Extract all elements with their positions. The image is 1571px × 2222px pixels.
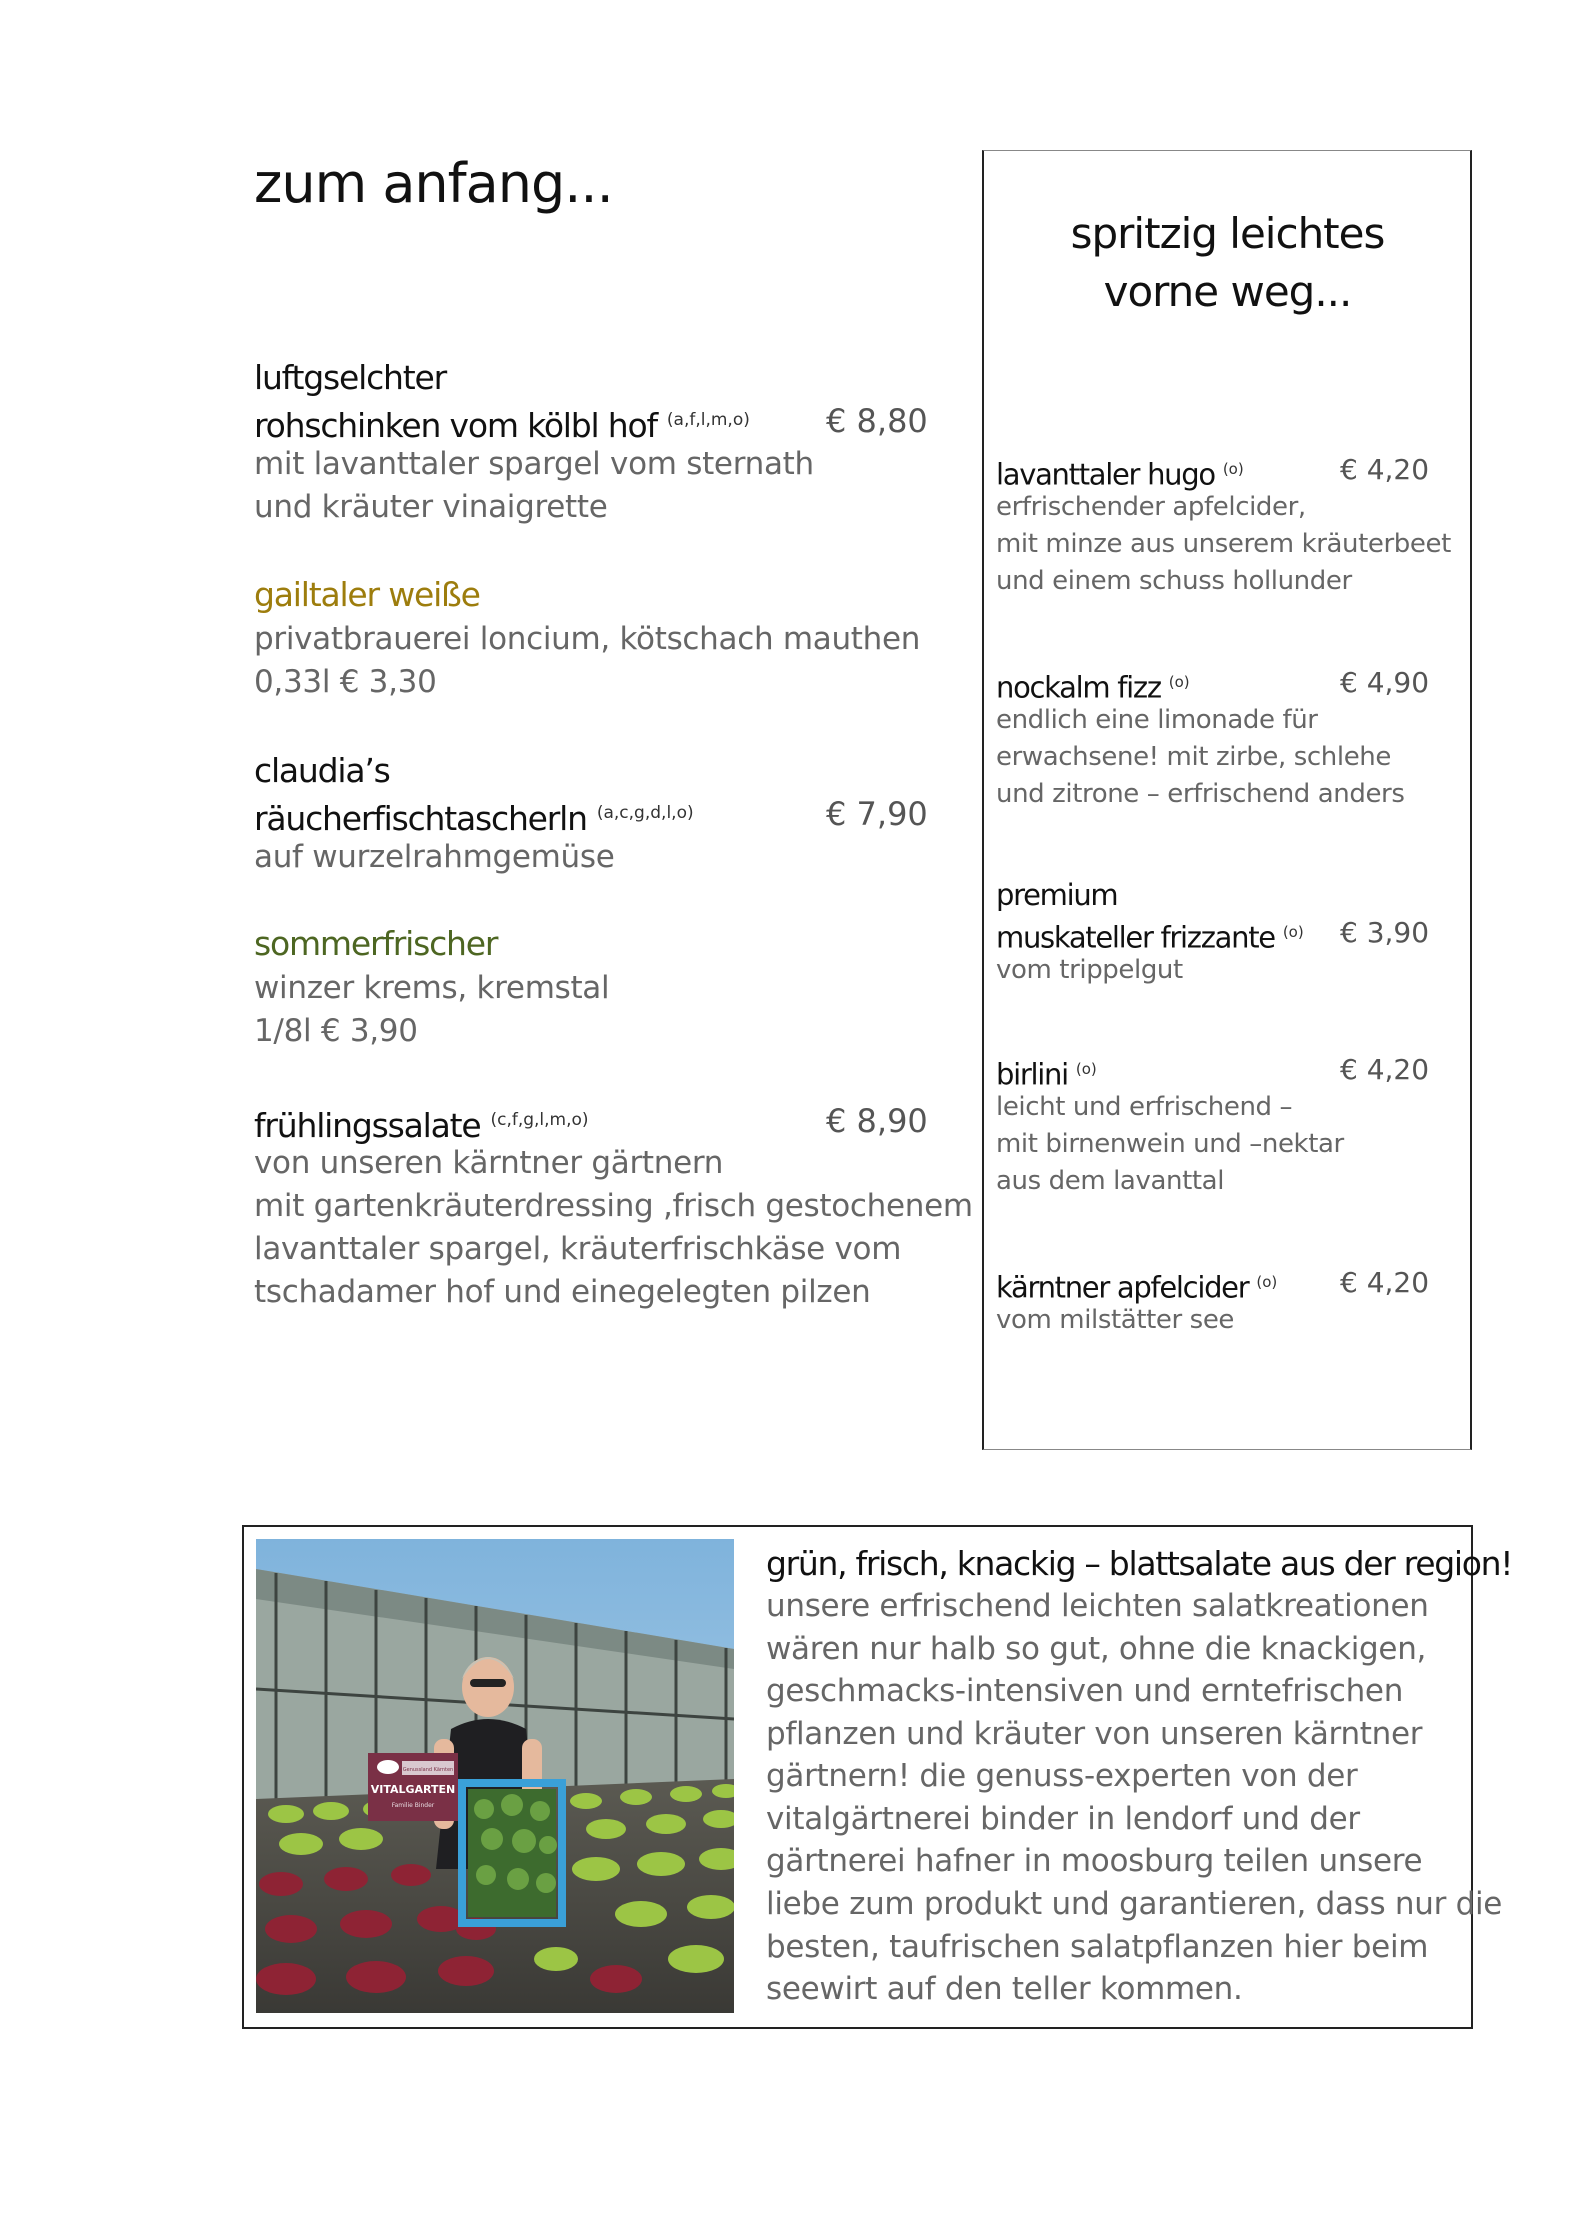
- feature-text-line: seewirt auf den teller kommen.: [766, 1971, 1243, 2007]
- feature-text-line: wären nur halb so gut, ohne die knackigen,: [766, 1631, 1427, 1667]
- dish-description: mit gartenkräuterdressing ,frisch gestochenem: [254, 1188, 973, 1224]
- drink-name: [996, 914, 1304, 957]
- dish-name-line: rohschinken vom kölbl hof: [254, 406, 657, 445]
- feature-text-line: liebe zum produkt und garantieren, dass nur die: [766, 1886, 1503, 1922]
- dish-price: € 8,90: [826, 1102, 928, 1140]
- dish-name-line: räucherfischtascherln: [254, 799, 587, 838]
- drinks-title-line: spritzig leichtes: [1070, 209, 1385, 258]
- dish-description: von unseren kärntner gärtnern: [254, 1145, 724, 1181]
- drink-description: vom milstätter see: [996, 1305, 1235, 1335]
- allergen-codes: (a,f,l,m,o): [666, 410, 750, 430]
- dish-name: [254, 1099, 589, 1147]
- drink-description: vom trippelgut: [996, 955, 1183, 985]
- drink-price: € 4,20: [1340, 1266, 1430, 1299]
- allergen-codes: (o): [1075, 1060, 1097, 1078]
- dish-name-line: luftgselchter: [254, 358, 446, 397]
- drink-description: mit birnenwein und –nektar: [996, 1129, 1344, 1159]
- drink-description: endlich eine limonade für: [996, 705, 1318, 735]
- drink-name: [996, 1051, 1097, 1094]
- drink-name-line: nockalm fizz: [996, 670, 1161, 705]
- feature-text-line: unsere erfrischend leichten salatkreationen: [766, 1588, 1429, 1624]
- dish-price: € 8,80: [826, 402, 928, 440]
- dish-description: mit lavanttaler spargel vom sternath: [254, 446, 814, 482]
- dish-name-line: sommerfrischer: [254, 924, 498, 963]
- sign-text: Genussland Kärnten: [402, 1767, 454, 1773]
- drinks-title-line: vorne weg...: [1103, 267, 1352, 316]
- dish-name-line: frühlingssalate: [254, 1106, 481, 1145]
- drink-name-line: kärntner apfelcider: [996, 1270, 1249, 1305]
- feature-text-line: pflanzen und kräuter von unseren kärntner: [766, 1716, 1423, 1752]
- drinks-title: [1000, 205, 1455, 321]
- drink-price: € 4,90: [1340, 666, 1430, 699]
- feature-title: grün, frisch, knackig – blattsalate aus der region!: [766, 1544, 1513, 1583]
- dish-description: auf wurzelrahmgemüse: [254, 839, 615, 875]
- dish-name-line: gailtaler weiße: [254, 575, 480, 614]
- drink-description: mit minze aus unserem kräuterbeet: [996, 529, 1451, 559]
- drink-price: € 4,20: [1340, 1053, 1430, 1086]
- feature-text-line: vitalgärtnerei binder in lendorf und der: [766, 1801, 1360, 1837]
- drink-name-line: birlini: [996, 1057, 1068, 1092]
- allergen-codes: (a,c,g,d,l,o): [596, 803, 694, 823]
- feature-text-line: besten, taufrischen salatpflanzen hier beim: [766, 1929, 1429, 1965]
- dish-description: 1/8l € 3,90: [254, 1013, 418, 1049]
- drink-description: und einem schuss hollunder: [996, 566, 1352, 596]
- allergen-codes: (c,f,g,l,m,o): [490, 1110, 589, 1130]
- drink-name-line: premium: [996, 878, 1118, 912]
- allergen-codes: (o): [1168, 673, 1190, 691]
- sign-text: VITALGARTEN: [370, 1783, 456, 1796]
- dish-name: [254, 399, 750, 447]
- sign-text: Familie Binder: [391, 1802, 435, 1809]
- allergen-codes: (o): [1256, 1273, 1278, 1291]
- feature-text-line: gärtnern! die genuss-experten von der: [766, 1758, 1358, 1794]
- section-title-starters: zum anfang...: [254, 152, 613, 215]
- dish-price: € 7,90: [826, 795, 928, 833]
- dish-description: tschadamer hof und einegelegten pilzen: [254, 1274, 871, 1310]
- drink-name-line: lavanttaler hugo: [996, 457, 1215, 492]
- dish-description: winzer krems, kremstal: [254, 970, 610, 1006]
- allergen-codes: (o): [1282, 923, 1304, 941]
- greenhouse-photo: [256, 1539, 734, 2013]
- dish-description: privatbrauerei loncium, kötschach mauthen: [254, 621, 921, 657]
- drink-name-line: muskateller frizzante: [996, 920, 1275, 955]
- drink-description: leicht und erfrischend –: [996, 1092, 1293, 1122]
- drink-description: aus dem lavanttal: [996, 1166, 1225, 1196]
- drink-name: [996, 664, 1190, 707]
- drink-description: erwachsene! mit zirbe, schlehe: [996, 742, 1391, 772]
- dish-description: und kräuter vinaigrette: [254, 489, 608, 525]
- feature-text-line: gärtnerei hafner in moosburg teilen unsere: [766, 1843, 1423, 1879]
- drink-description: erfrischender apfelcider,: [996, 492, 1306, 522]
- drink-price: € 4,20: [1340, 453, 1430, 486]
- feature-text-line: geschmacks-intensiven und erntefrischen: [766, 1673, 1404, 1709]
- drink-description: und zitrone – erfrischend anders: [996, 779, 1405, 809]
- drink-name: [996, 451, 1244, 494]
- dish-name-line: claudia’s: [254, 751, 390, 790]
- drink-price: € 3,90: [1340, 916, 1430, 949]
- drink-name: [996, 1264, 1277, 1307]
- dish-name: [254, 792, 694, 840]
- allergen-codes: (o): [1222, 460, 1244, 478]
- dish-description: lavanttaler spargel, kräuterfrischkäse vom: [254, 1231, 902, 1267]
- dish-description: 0,33l € 3,30: [254, 664, 437, 700]
